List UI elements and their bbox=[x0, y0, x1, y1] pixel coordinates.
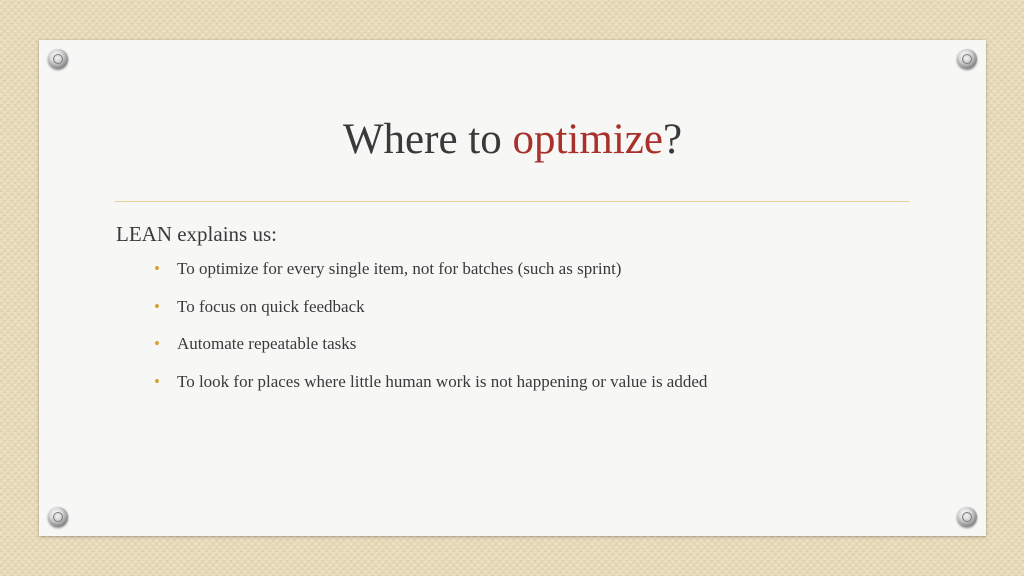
bullet-icon: • bbox=[154, 259, 160, 278]
list-item bbox=[116, 332, 707, 370]
bullet-text: To focus on quick feedback bbox=[177, 296, 365, 316]
list-item bbox=[116, 295, 707, 333]
bullet-list bbox=[116, 257, 707, 407]
intro-text: LEAN explains us: bbox=[116, 222, 277, 246]
bullet-text: To look for places where little human work is not happening or value is added bbox=[177, 371, 708, 391]
list-item bbox=[116, 370, 707, 408]
title-end: ? bbox=[662, 116, 683, 163]
rivet-bottom-left-icon bbox=[48, 507, 68, 527]
slide-title bbox=[39, 115, 986, 165]
bullet-text: To optimize for every single item, not for batches (such as sprint) bbox=[177, 259, 622, 278]
bullet-icon: • bbox=[154, 371, 160, 391]
bullet-icon: • bbox=[154, 296, 160, 316]
rivet-top-left-icon bbox=[48, 49, 68, 69]
rivet-bottom-right-icon bbox=[957, 507, 977, 527]
slide-card bbox=[39, 40, 986, 536]
bullet-icon: • bbox=[154, 334, 160, 353]
title-accent-word: optimize bbox=[512, 116, 663, 163]
list-item bbox=[116, 257, 707, 295]
bullet-text: Automate repeatable tasks bbox=[177, 334, 357, 353]
title-main: Where to bbox=[342, 116, 513, 163]
rivet-top-right-icon bbox=[957, 49, 977, 69]
title-divider bbox=[115, 201, 909, 202]
